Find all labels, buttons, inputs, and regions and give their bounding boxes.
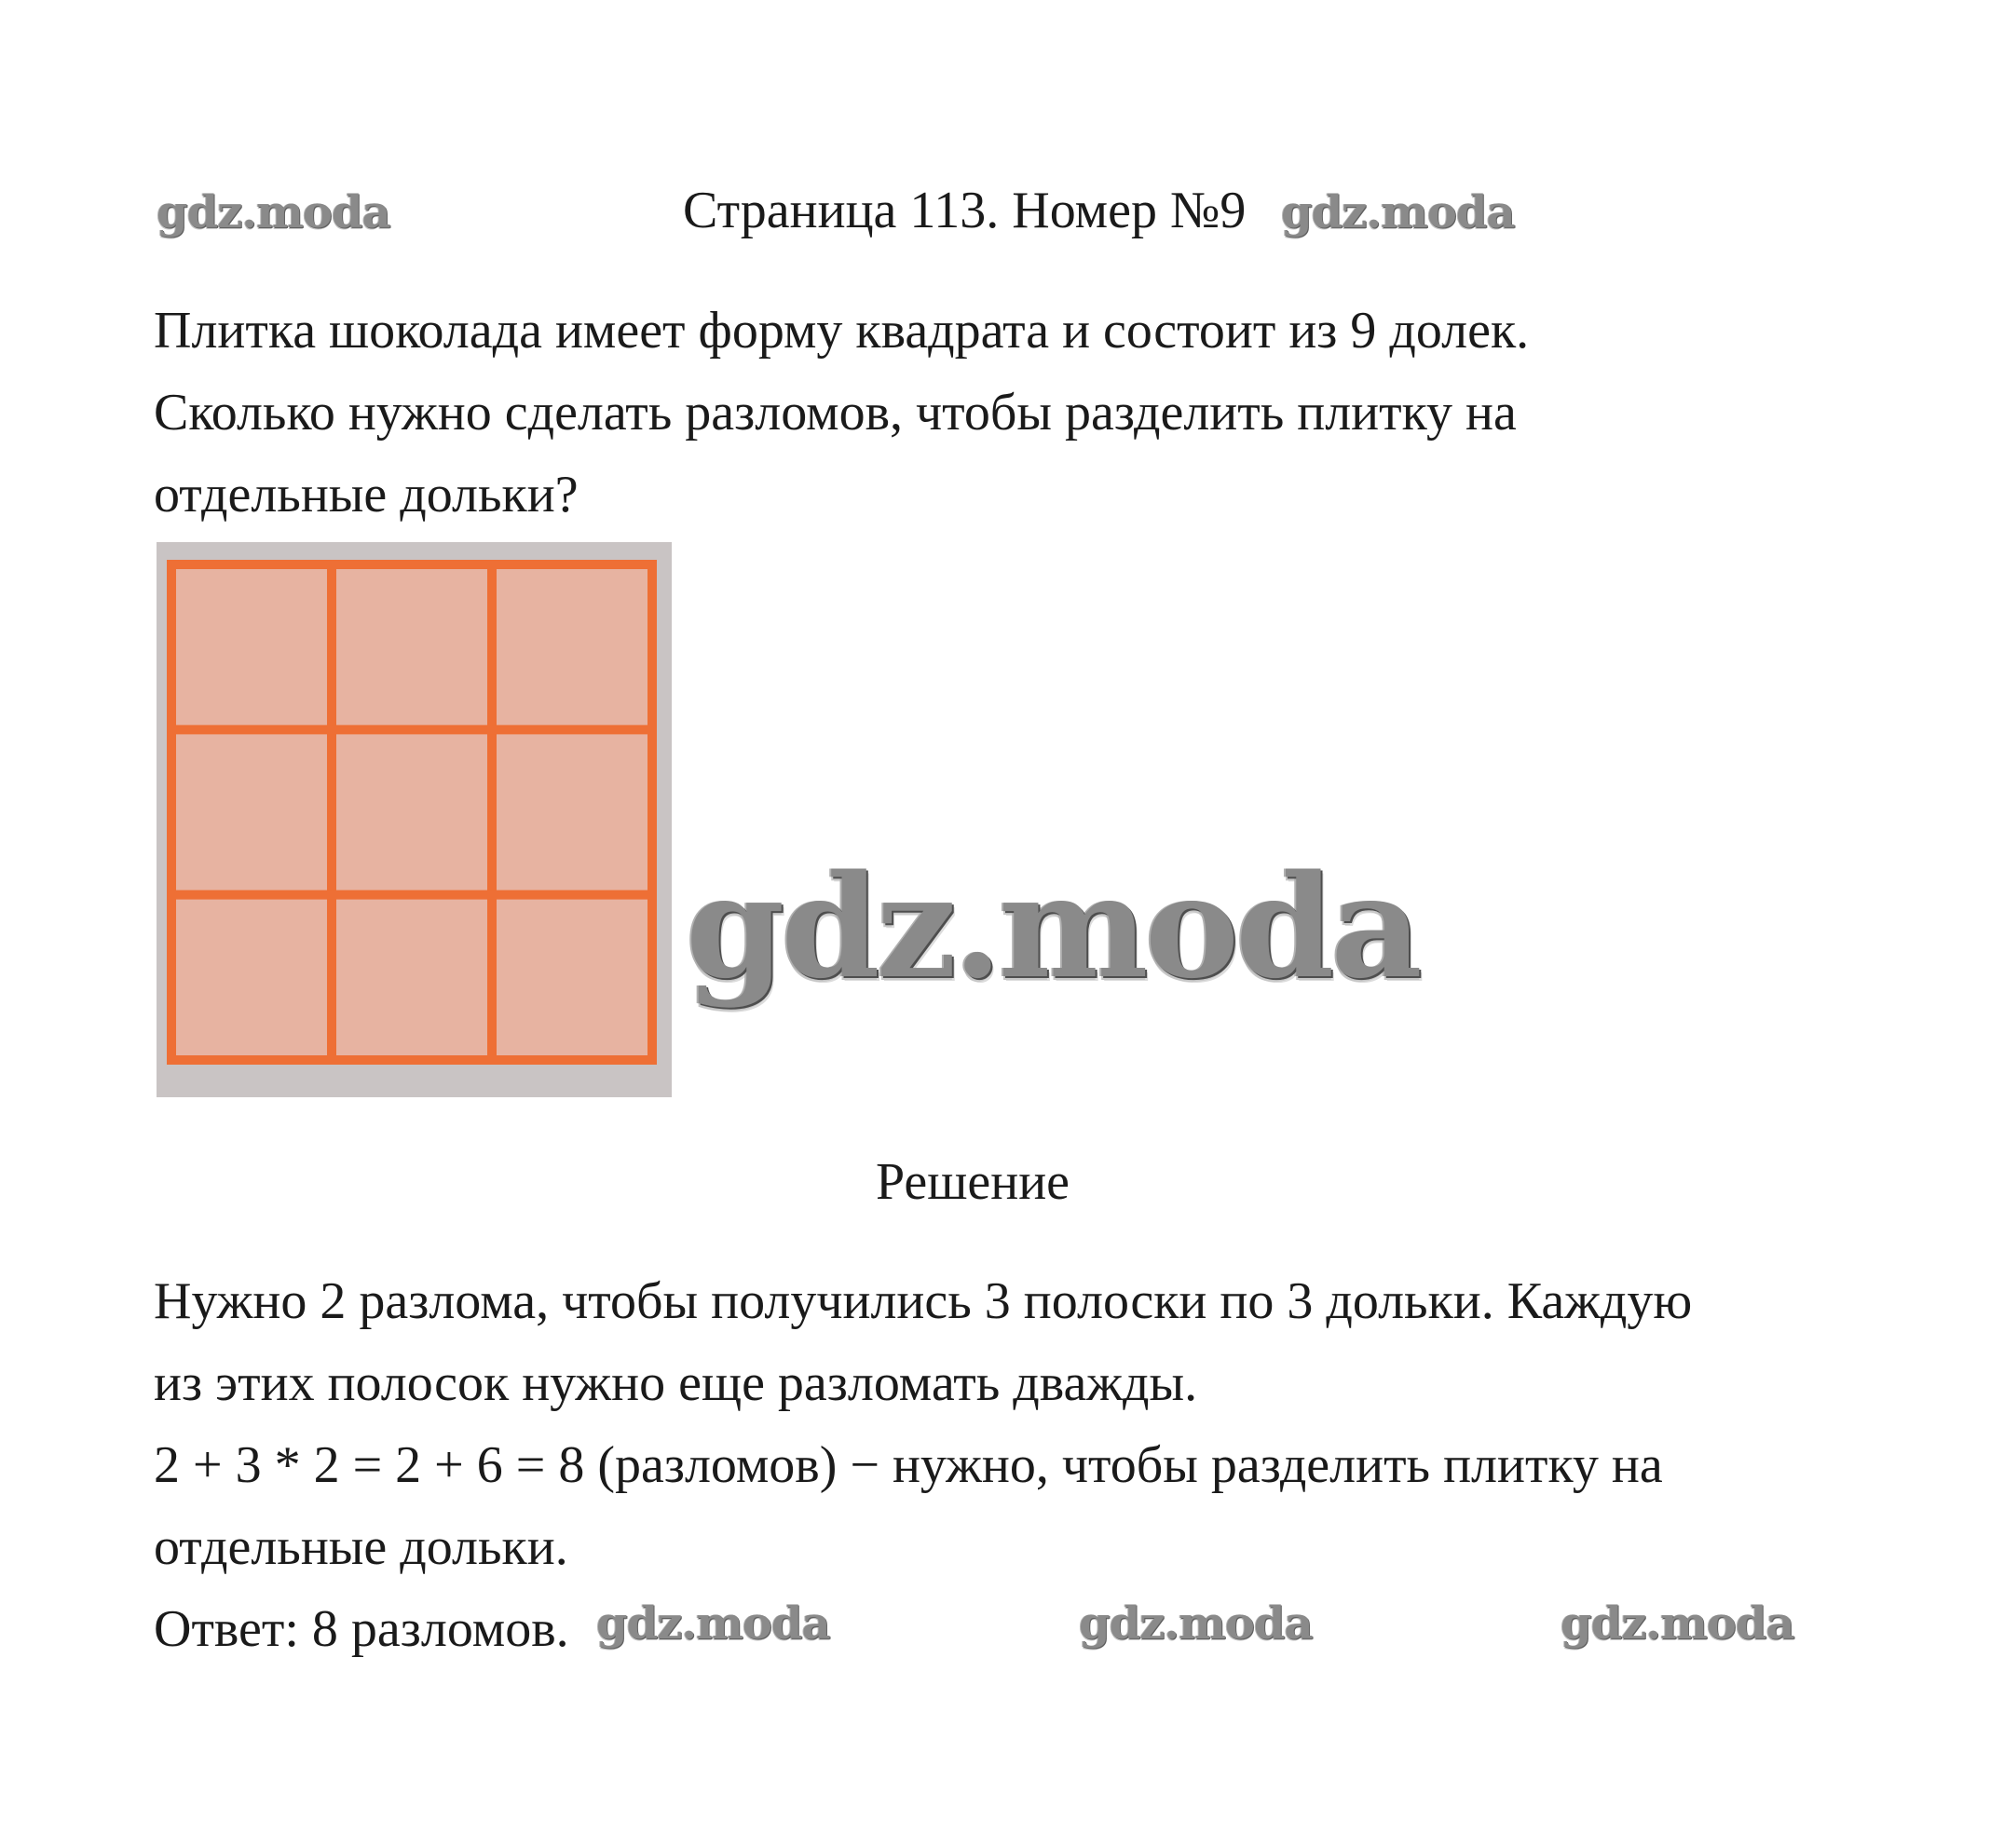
- watermark-logo: gdz.moda: [1079, 1597, 1313, 1650]
- watermark-logo: gdz.moda: [1561, 1597, 1794, 1650]
- solution-title: Решение: [876, 1153, 1070, 1211]
- watermark-logo: gdz.moda: [157, 186, 390, 238]
- watermark-logo: gdz.moda: [1281, 186, 1515, 238]
- solution-line: отдельные дольки.: [154, 1518, 568, 1576]
- chocolate-piece: [171, 895, 332, 1060]
- watermark-logo-large: gdz.moda: [686, 843, 1419, 1010]
- solution-line: 2 + 3 * 2 = 2 + 6 = 8 (разломов) − нужно, чтобы разделить плитку на: [154, 1436, 1663, 1494]
- chocolate-piece: [492, 564, 652, 729]
- page-title: Страница 113. Номер №9: [683, 182, 1247, 239]
- chocolate-piece: [171, 729, 332, 894]
- chocolate-piece: [332, 729, 492, 894]
- watermark-logo: gdz.moda: [596, 1597, 830, 1650]
- chocolate-piece: [332, 564, 492, 729]
- chocolate-bar-figure: [157, 542, 672, 1097]
- chocolate-piece: [492, 895, 652, 1060]
- chocolate-piece: [492, 729, 652, 894]
- problem-line: отдельные дольки?: [154, 466, 579, 523]
- chocolate-grid: [157, 542, 672, 1097]
- problem-line: Плитка шоколада имеет форму квадрата и состоит из 9 долек.: [154, 302, 1530, 360]
- chocolate-piece: [171, 564, 332, 729]
- solution-line: Нужно 2 разлома, чтобы получились 3 полоски по 3 дольки. Каждую: [154, 1272, 1693, 1330]
- solution-line: из этих полосок нужно еще разломать дважды.: [154, 1354, 1198, 1412]
- answer-line: Ответ: 8 разломов.: [154, 1600, 569, 1658]
- problem-line: Сколько нужно сделать разломов, чтобы разделить плитку на: [154, 384, 1517, 442]
- chocolate-piece: [332, 895, 492, 1060]
